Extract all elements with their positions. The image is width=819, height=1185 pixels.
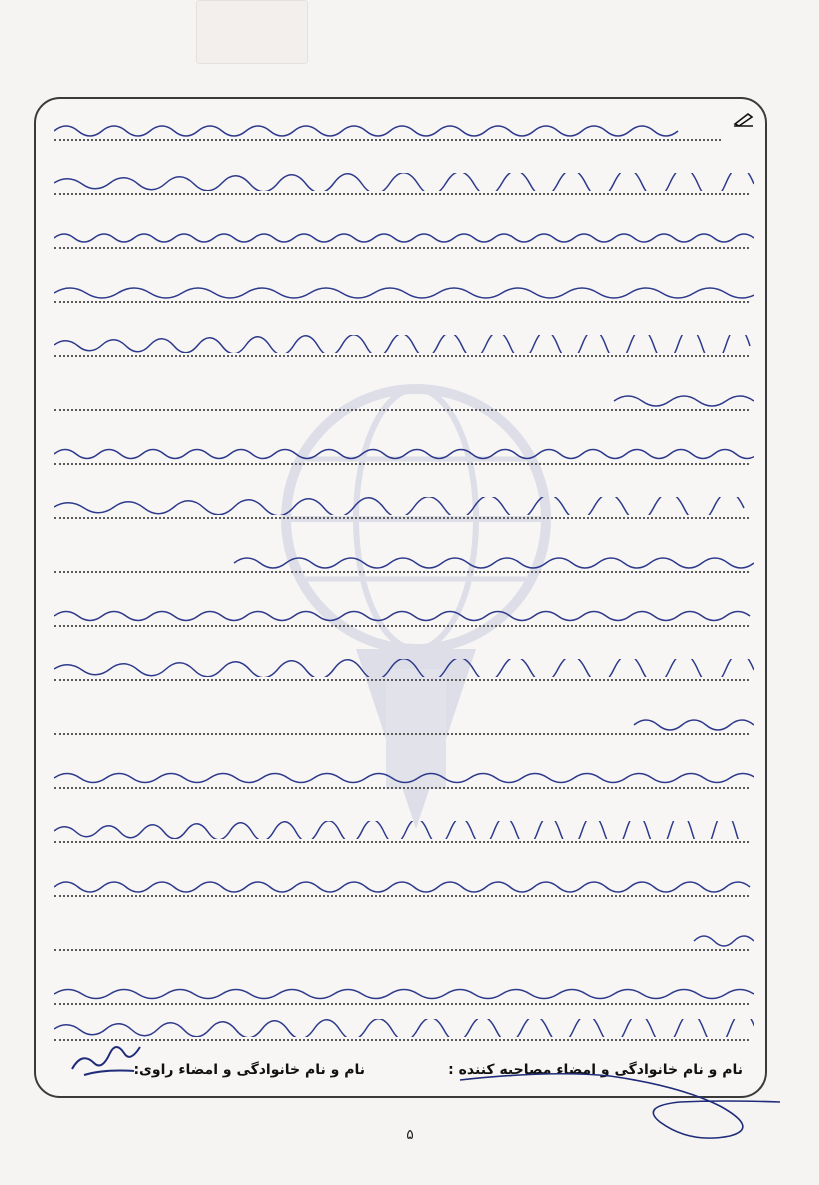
handwriting xyxy=(54,605,754,623)
handwriting xyxy=(54,443,754,461)
ruled-line xyxy=(54,927,749,951)
ruled-line xyxy=(54,711,749,735)
ruled-line xyxy=(54,225,749,249)
handwriting xyxy=(54,875,754,893)
handwriting xyxy=(54,929,754,947)
handwriting xyxy=(54,497,754,515)
ruled-line xyxy=(54,1017,749,1041)
ruled-line xyxy=(54,603,749,627)
handwriting xyxy=(54,767,754,785)
handwriting xyxy=(54,983,754,1001)
ruled-line xyxy=(54,171,749,195)
ruled-line xyxy=(54,279,749,303)
ruled-line xyxy=(54,441,749,465)
page-number: ۵ xyxy=(406,1127,414,1143)
ruled-line xyxy=(54,819,749,843)
archive-stamp xyxy=(196,0,308,64)
ruled-line xyxy=(54,495,749,519)
interviewer-signature-label: نام و نام خانوادگی و امضاء مصاحبه کننده : xyxy=(448,1062,743,1078)
handwriting xyxy=(54,551,754,569)
handwriting xyxy=(54,173,754,191)
handwriting xyxy=(54,821,754,839)
interviewer-signature xyxy=(455,1060,785,1150)
ruled-line xyxy=(54,117,721,141)
handwriting xyxy=(54,281,754,299)
handwriting xyxy=(54,1019,754,1037)
ruled-line xyxy=(54,873,749,897)
ruled-line xyxy=(54,657,749,681)
writing-frame xyxy=(34,97,767,1098)
handwriting xyxy=(54,227,754,245)
ruled-line xyxy=(54,765,749,789)
handwriting xyxy=(54,335,754,353)
handwriting xyxy=(54,389,754,407)
handwriting xyxy=(54,713,754,731)
ruled-line xyxy=(54,333,749,357)
narrator-signature-label: نام و نام خانوادگی و امضاء راوی: xyxy=(133,1062,365,1078)
ruled-line xyxy=(54,981,749,1005)
handwriting xyxy=(54,119,754,137)
ruled-line xyxy=(54,549,749,573)
handwriting xyxy=(54,659,754,677)
ruled-line xyxy=(54,387,749,411)
